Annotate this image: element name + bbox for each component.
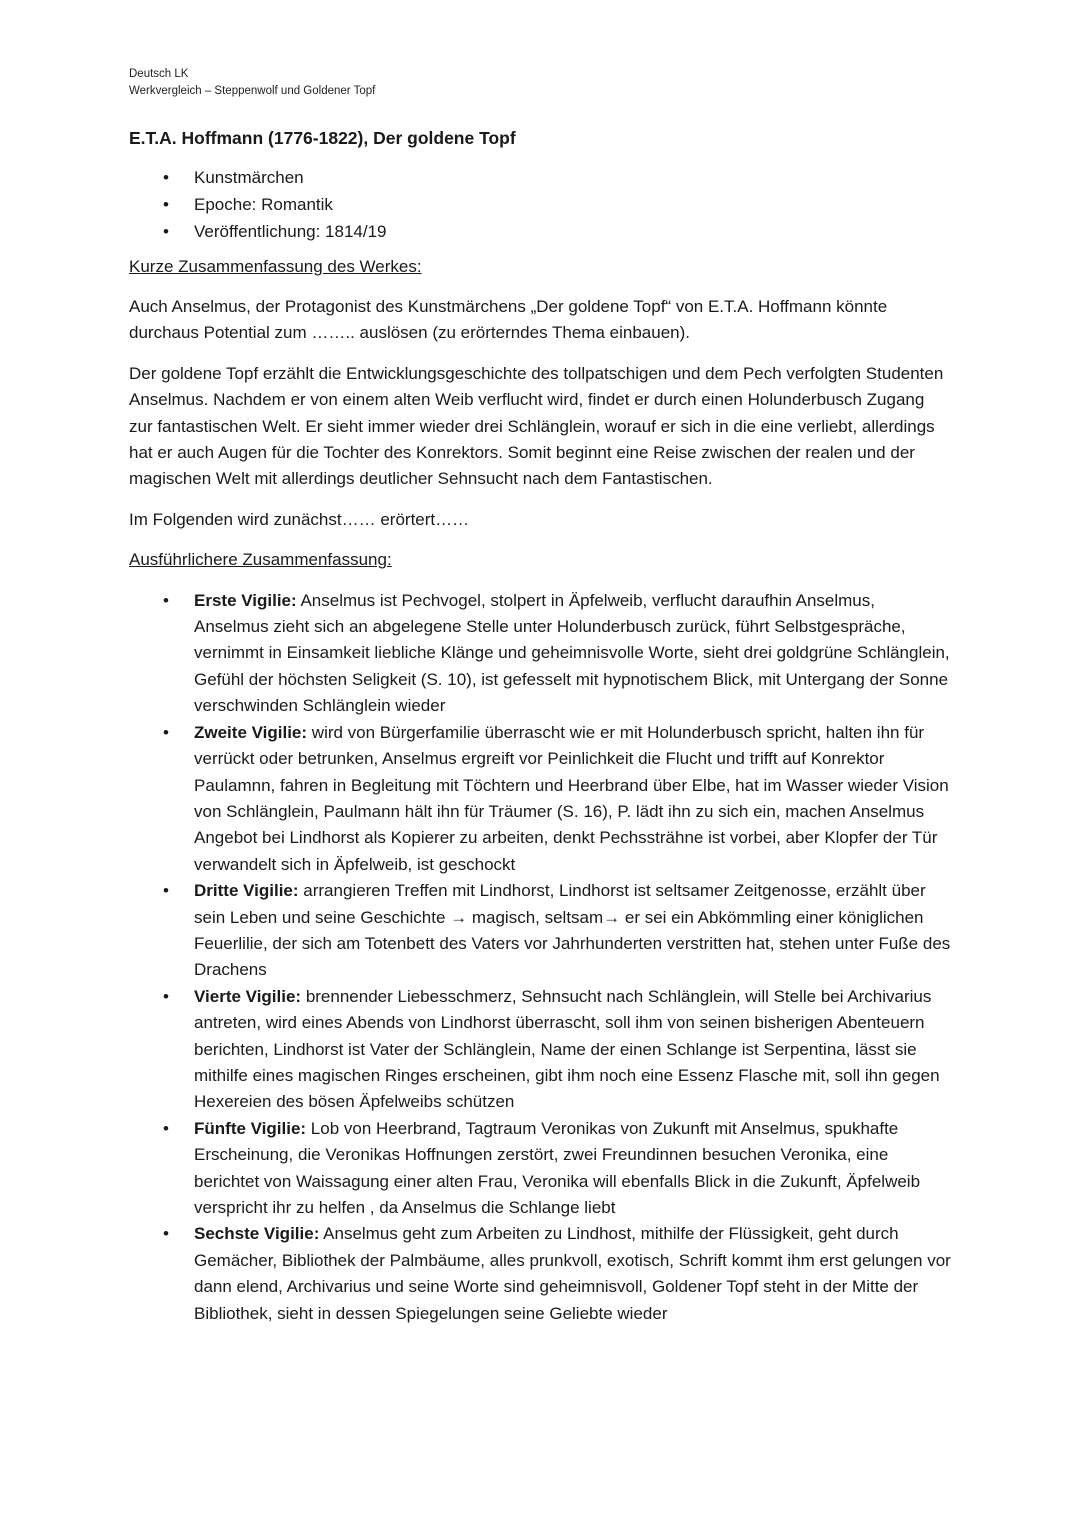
vigilie-5	[129, 1116, 952, 1222]
vigilien-list	[129, 588, 952, 1327]
short-summary-paragraph-1: Auch Anselmus, der Protagonist des Kunstmärchens „Der goldene Topf“ von E.T.A. Hoffmann könnte durchaus Potential zum …….. auslösen (zu erörterndes Thema einbauen).	[129, 297, 888, 343]
short-summary-paragraph-3: Im Folgenden wird zunächst…… erörtert……	[129, 509, 470, 529]
short-summary-paragraph-2: Der goldene Topf erzählt die Entwicklungsgeschichte des tollpatschigen und dem Pech verfolgten Studenten Anselmus. Nachdem er von einem alten Weib verflucht wird, findet er durch einen Holunderbusch Zugang zur fantastischen Welt. Er sieht immer wieder drei Schlänglein, worauf er sich in die eine verliebt, allerdings hat er auch Augen für die Tochter des Konrektors. Somit beginnt eine Reise zwischen der realen und der magischen Welt mit allerdings deutlicher Sehnsucht nach dem Fantastischen.	[129, 363, 944, 489]
header-subject: Werkvergleich – Steppenwolf und Goldener Topf	[129, 85, 376, 97]
vigilie-4-label: Vierte Vigilie:	[194, 986, 302, 1006]
header-course: Deutsch LK	[129, 68, 189, 80]
fact-genre: • Kunstmärchen	[129, 164, 952, 191]
vigilie-6	[129, 1221, 952, 1327]
vigilie-1-label: Erste Vigilie:	[194, 590, 297, 610]
vigilie-2-label: Zweite Vigilie:	[194, 722, 308, 742]
vigilie-2	[129, 720, 952, 878]
document-title: E.T.A. Hoffmann (1776-1822), Der goldene Topf	[129, 128, 516, 148]
fact-epoch: • Epoche: Romantik	[129, 191, 952, 218]
vigilie-1	[129, 588, 952, 720]
vigilie-6-text: Anselmus geht zum Arbeiten zu Lindhost, mithilfe der Flüssigkeit, geht durch Gemächer, Bibliothek der Palmbäume, alles prunkvoll, exotisch, Schrift kommt ihm erst gelungen vor dann elend, Archivarius und seine Worte sind geheimnisvoll, Goldener Topf steht in der Mitte der Bibliothek, sieht in dessen Spiegelungen seine Geliebte wieder	[194, 1224, 951, 1323]
vigilie-5-label: Fünfte Vigilie:	[194, 1118, 307, 1138]
short-summary-heading: Kurze Zusammenfassung des Werkes:	[129, 256, 422, 276]
vigilie-4-text: brennender Liebesschmerz, Sehnsucht nach Schlänglein, will Stelle bei Archivarius antreten, wird eines Abends von Lindhorst überrascht, soll ihm von seinen bisherigen Abenteuern berichten, Lindhorst ist Vater der Schlänglein, Name der einen Schlange ist Serpentina, lässt sie mithilfe eines magischen Ringes erscheinen, gibt ihm noch eine Essenz Flasche mit, soll ihn gegen Hexereien des bösen Äpfelweibs schützen	[194, 986, 940, 1112]
vigilie-1-text: Anselmus ist Pechvogel, stolpert in Äpfelweib, verflucht daraufhin Anselmus, Anselmus zieht sich an abgelegene Stelle unter Holunderbusch zurück, führt Selbstgespräche, vernimmt in Einsamkeit liebliche Klänge und geheimnisvolle Worte, sieht drei goldgrüne Schlänglein, Gefühl der höchsten Seligkeit (S. 10), ist gefesselt mit hypnotischem Blick, mit Untergang der Sonne verschwinden Schlänglein wieder	[194, 590, 950, 716]
fact-publication: • Veröffentlichung: 1814/19	[129, 218, 952, 245]
page-header	[129, 66, 952, 100]
vigilie-4	[129, 984, 952, 1116]
vigilie-5-text: Lob von Heerbrand, Tagtraum Veronikas von Zukunft mit Anselmus, spukhafte Erscheinung, die Veronikas Hoffnungen zerstört, zwei Freundinnen besuchen Veronika, eine berichtet von Waissagung einer alten Frau, Veronika will ebenfalls Blick in die Zukunft, Äpfelweib verspricht ihr zu helfen , da Anselmus die Schlange liebt	[194, 1118, 921, 1218]
long-summary-heading: Ausführlichere Zusammenfassung:	[129, 550, 392, 570]
vigilie-3-text: arrangieren Treffen mit Lindhorst, Lindhorst ist seltsamer Zeitgenosse, erzählt über sein Leben und seine Geschichte → magisch, seltsam→ er sei ein Abkömmling einer königlichen Feuerlilie, der sich am Totenbett des Vaters vor Jahrhunderten verstritten hat, stehen unter Fuße des Drachens	[194, 881, 951, 980]
vigilie-6-label: Sechste Vigilie:	[194, 1224, 320, 1244]
work-facts-list	[129, 164, 952, 246]
vigilie-3	[129, 878, 952, 984]
vigilie-2-text: wird von Bürgerfamilie überrascht wie er mit Holunderbusch spricht, halten ihn für verrückt oder betrunken, Anselmus ergreift vor Peinlichkeit die Flucht und trifft auf Konrektor Paulamnn, fahren in Begleitung mit Töchtern und Heerbrand über Elbe, hat im Wasser wieder Vision von Schlänglein, Paulmann hält ihn für Träumer (S. 16), P. lädt ihn zu sich ein, machen Anselmus Angebot bei Lindhorst als Kopierer zu arbeiten, denkt Pechssträhne ist vorbei, aber Klopfer der Tür verwandelt sich in Äpfelweib, ist geschockt	[194, 722, 949, 874]
vigilie-3-label: Dritte Vigilie:	[194, 881, 299, 901]
